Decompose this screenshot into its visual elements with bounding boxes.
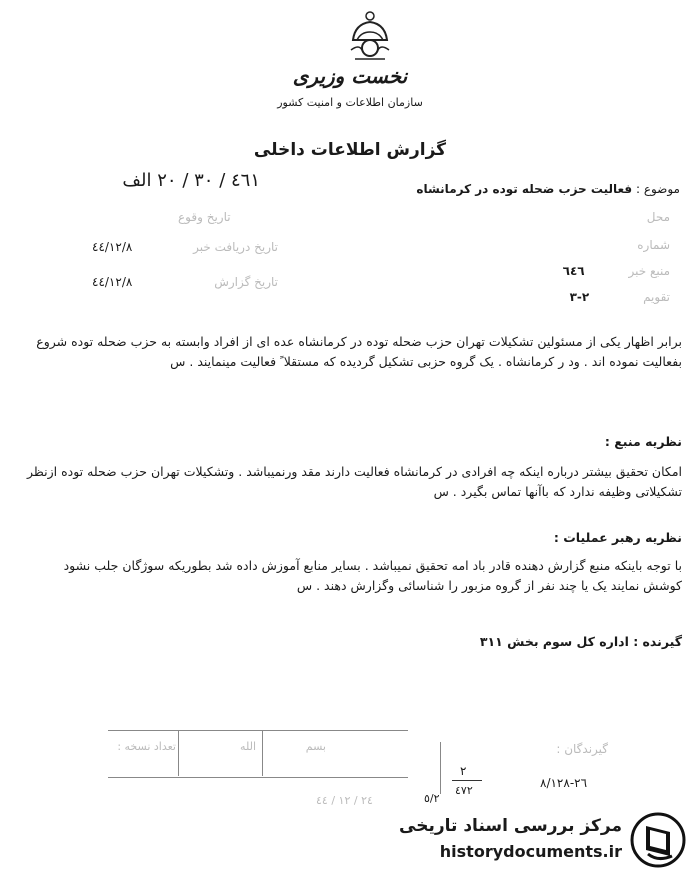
source-label: منبع خبر [628, 264, 670, 278]
reference-number: ٤٦١ / ٣٠ / ٢٠ الف [122, 170, 260, 191]
source-opinion-label: نظریه منبع : [604, 434, 682, 449]
source-no-label: شماره [637, 238, 670, 252]
paragraph-1: برابر اظهار یکی از مسئولین تشکیلات تهران حزب ضحله توده در کرمانشاه عده ای از افراد وابسته به حزب ضحله توده شروع بفعالیت نموده اند . ود ر کرمانشاه . یک گروه حزبی تشکیل گردیده که مستقلا ً فعالیت مینمایند . س [36, 334, 682, 369]
source-value: ٦٤٦ [562, 264, 585, 278]
date-stamp: ٢٤ / ١٢ / ٤٤ [316, 794, 373, 807]
subject-value: فعالیت حزب ضحله توده در کرمانشاه [416, 182, 633, 196]
letterhead-title: نخست وزیری [292, 64, 408, 88]
eval-row [470, 290, 670, 304]
date-received-label: تاریخ دریافت خبر [193, 240, 278, 254]
subject-row: موضوع : فعالیت حزب ضحله توده در کرمانشاه [416, 182, 680, 196]
date-received-value: ٤٤/١٢/٨ [92, 240, 133, 254]
letterhead-org: سازمان اطلاعات و امنیت کشور [277, 96, 423, 109]
fraction-top: ٢ [460, 764, 467, 778]
eval-label: تقویم [643, 290, 670, 304]
recipients-code: ٢٦-٨/١٢٨ [540, 776, 588, 790]
subject-label: موضوع [643, 182, 680, 196]
source-row [470, 264, 670, 278]
stamp-right: الله [240, 740, 256, 753]
recipients-divider [440, 742, 441, 794]
date-label: تاریخ وقوع [178, 210, 231, 224]
report-date-label: تاریخ گزارش [214, 275, 278, 289]
place-label: محل [646, 210, 670, 224]
report-date-value: ٤٤/١٢/٨ [92, 275, 133, 289]
crown-emblem-icon [345, 10, 395, 62]
report-date-row [92, 275, 278, 289]
fraction-bottom: ٤٧٢ [455, 784, 473, 797]
recipient-line: گیرنده : اداره کل سوم بخش ٣١١ [479, 634, 682, 649]
leader-opinion-label: نظریه رهبر عملیات : [553, 530, 682, 545]
paragraph-2: امکان تحقیق بیشتر درباره اینکه چه افرادی در کرمانشاه فعالیت دارند مقد ورنمیباشد . وتشکیلات تهران حزب ضحله توده ازنظر تشکیلاتی وظیفه ندارد که باآنها تماس بگیرد . س [26, 464, 682, 499]
recipients-label: گیرندگان : [556, 742, 608, 756]
copies-box [108, 730, 408, 778]
watermark-title: مرکز بررسی اسناد تاریخی [399, 816, 622, 836]
date-received-row [92, 240, 278, 254]
eval-value: ٢-٣ [569, 290, 590, 304]
archive-logo-icon [630, 812, 686, 868]
stamp-mid: بسم [305, 740, 326, 753]
report-title: گزارش اطلاعات داخلی [253, 140, 447, 160]
copies-divider [178, 730, 179, 776]
paragraph-3: با توجه باینکه منبع گزارش دهنده قادر باد امه تحقیق نمیباشد . بساير منابع آموزش داده شد بطوریکه سوژگان جلب نشود کوشش نمایند یک یا چند نفر از گروه مزبور را شناسائی وگزارش دهند . س [63, 558, 682, 593]
copies-label: تعداد نسخه : [117, 740, 176, 753]
fraction-line [452, 780, 482, 781]
copies-divider-2 [262, 730, 263, 776]
watermark-url: historydocuments.ir [439, 842, 622, 861]
fraction-left: ٥/٢ [424, 792, 440, 805]
